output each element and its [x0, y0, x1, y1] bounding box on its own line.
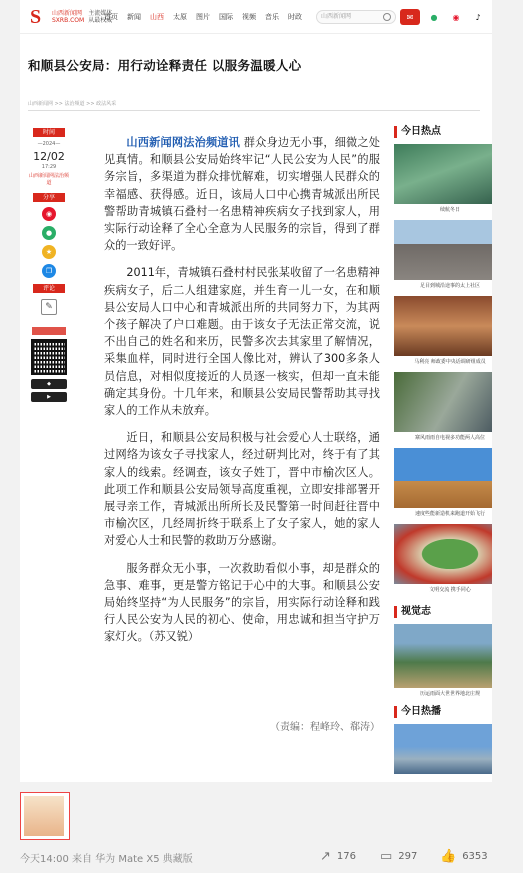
hotspot-item[interactable] — [394, 724, 492, 774]
paragraph: 服务群众无小事，一次救助看似小事，却是群众的急事、难事，更是警方铭记于心中的大事。和顺县公安局始终坚持“为人民服务”的宗旨，用实际行动诠释和践行人民公安为人民的初心、使命，用忠诚和担当守护万家灯火。（苏又锐） — [104, 561, 380, 644]
weibo-icon[interactable]: ◉ — [452, 12, 460, 22]
hot-item[interactable] — [394, 220, 492, 290]
publish-time: 17:29 — [41, 164, 57, 170]
wechat-icon[interactable]: ● — [430, 12, 438, 22]
article-meta — [28, 128, 70, 405]
visual-caption[interactable]: 历运雨面大世世界地北庄规 — [419, 691, 480, 697]
nav-item[interactable]: 首页 — [104, 13, 118, 21]
page-title: 和顺县公安局：用行动诠释责任 以服务温暖人心 — [28, 58, 302, 73]
like-icon[interactable]: 👍 — [440, 849, 457, 864]
visual-thumb[interactable] — [394, 624, 492, 688]
nav-item[interactable]: 音乐 — [265, 13, 279, 21]
hot-title: 今日热点 — [394, 126, 492, 138]
hot-caption[interactable]: 速度些能新造机来跑道开始飞行 — [414, 511, 485, 517]
article-body — [104, 134, 380, 656]
hot-thumb[interactable] — [394, 296, 492, 356]
publish-date: 12/02 — [33, 150, 65, 163]
article-lead: 山西新闻网法治频道讯 — [126, 136, 241, 149]
comment-stat[interactable] — [380, 849, 417, 864]
nav-item[interactable]: 山西 — [150, 13, 164, 21]
hot-item[interactable] — [394, 296, 492, 366]
screenshot-page — [20, 0, 492, 782]
paragraph-text: 群众身边无小事，细微之处见真情。和顺县公安局始终牢记“人民公安为人民”的服务宗旨，多渠道为群众排忧解难，切实增强人民群众的幸福感、获得感。近日，该局人口中心携青城派出所民警帮助青城镇石叠村一名患精神疾病女子找到家人，用实际行动诠释了全心全意为人民服务的宗旨，得到了群众的一致好评。 — [104, 136, 380, 253]
time-tag: 时间 — [33, 128, 65, 137]
app-store-button[interactable]: ◆ — [31, 379, 67, 389]
slogan: 主流媒体 从最权威 — [88, 10, 113, 24]
hot-thumb[interactable] — [394, 144, 492, 204]
image-thumbnail[interactable] — [20, 792, 70, 840]
article-source: 山西新闻网法治频道 — [28, 173, 69, 186]
copy-link-icon[interactable]: ❐ — [42, 264, 56, 278]
comment-count: 297 — [398, 851, 418, 862]
hot-item[interactable] — [394, 144, 492, 214]
comment-tag: 评论 — [33, 284, 65, 293]
hotspot-title: 今日热播 — [394, 706, 492, 718]
visual-title: 视觉志 — [394, 606, 492, 618]
hot-thumb[interactable] — [394, 220, 492, 280]
hot-thumb[interactable] — [394, 448, 492, 508]
comment-icon[interactable]: ▭ — [380, 849, 393, 864]
sidebar — [394, 126, 492, 774]
article-editor: （责编：程峰玲、郗涛） — [270, 722, 380, 733]
header-icons — [400, 9, 486, 25]
tiktok-icon[interactable]: ♪ — [475, 12, 481, 22]
repost-icon[interactable]: ↗ — [320, 849, 331, 864]
qr-code — [31, 339, 67, 375]
hot-item[interactable] — [394, 372, 492, 442]
hot-caption[interactable]: 寨风雨雨自电视多功能两人高位 — [414, 435, 485, 441]
nav-item[interactable]: 新闻 — [127, 13, 141, 21]
post-source: 今天14:00 来自 华为 Mate X5 典藏版 — [20, 854, 193, 865]
nav-item[interactable]: 国际 — [219, 13, 233, 21]
like-stat[interactable] — [440, 849, 488, 864]
logo-mark: S — [30, 6, 42, 28]
hot-caption[interactable]: 足目到城沿途事的太上社区 — [419, 283, 480, 289]
logo-text: 山西新闻网 SXRB.COM — [52, 10, 85, 24]
post-footer — [0, 846, 523, 870]
nav-item[interactable]: 太原 — [173, 13, 187, 21]
hot-thumb[interactable] — [394, 372, 492, 432]
breadcrumb[interactable]: 山西新闻网 >> 法治频道 >> 政法风采 — [28, 101, 117, 107]
main-nav — [104, 12, 302, 22]
publish-year: —2024— — [37, 141, 61, 147]
paragraph: 2011年，青城镇石叠村村民张某收留了一名患精神疾病女子，后二人组建家庭，并生育一儿一女，在和顺县公安局人口中心和青城派出所的共同努力下，为其两个孩子解决了户口难题。由于该女子无法正常交流，说不出自己的姓名和来历，民警多次去其家里了解情况，采集血样，同时进行全国人像比对，辨认了300多条人员信息，对相似度接近的人员逐一核实，但却一直未能确定其身份。十几年来，和顺县公安局民警帮助其寻找家人的工作从未放弃。 — [104, 266, 380, 418]
app-logo — [32, 327, 66, 335]
weibo-share-icon[interactable]: ◉ — [42, 207, 56, 221]
share-icon[interactable]: ✉ — [400, 9, 420, 25]
hotspot-thumb[interactable] — [394, 724, 492, 774]
hot-thumb[interactable] — [394, 524, 492, 584]
share-count: 176 — [336, 851, 356, 862]
share-tag: 分享 — [33, 193, 65, 202]
paragraph: 近日，和顺县公安局积极与社会爱心人士联络，通过网络为该女子寻找家人，经过研判比对，终于有了其家人的线索。经调查，该女子姓丁，晋中市榆次区人。此项工作和顺县公安局领导高度重视，立即安排部署开展寻亲工作，青城派出所所长及民警第一时间赶往晋中市榆次区，几经周折终于联系上了女子家人，她的家人对爱心人士和民警的救助万分感谢。 — [104, 431, 380, 548]
hot-caption[interactable]: 马利亮 师政委中央话调研组成员 — [414, 359, 486, 365]
site-header — [20, 0, 492, 34]
hot-item[interactable] — [394, 524, 492, 594]
qzone-share-icon[interactable]: ★ — [42, 245, 56, 259]
wechat-share-icon[interactable]: ● — [42, 226, 56, 240]
hot-item[interactable] — [394, 448, 492, 518]
visual-item[interactable] — [394, 624, 492, 698]
hot-caption[interactable]: 文明交流 携手同心 — [429, 587, 471, 593]
nav-item[interactable]: 视频 — [242, 13, 256, 21]
site-logo[interactable] — [30, 7, 112, 27]
hot-caption[interactable]: 续航冬日 — [439, 207, 460, 213]
share-stat[interactable] — [320, 849, 356, 864]
search-icon[interactable] — [383, 13, 391, 21]
paragraph — [104, 134, 380, 254]
nav-item[interactable]: 时政 — [288, 13, 302, 21]
thumbnail-preview — [24, 796, 64, 836]
nav-item[interactable]: 图片 — [196, 13, 210, 21]
like-count: 6353 — [462, 851, 488, 862]
edit-icon[interactable]: ✎ — [41, 299, 57, 315]
search-input[interactable] — [316, 10, 396, 24]
title-divider — [28, 110, 480, 111]
android-store-button[interactable]: ▶ — [31, 392, 67, 402]
search-placeholder: 山西新闻网 — [321, 13, 352, 20]
